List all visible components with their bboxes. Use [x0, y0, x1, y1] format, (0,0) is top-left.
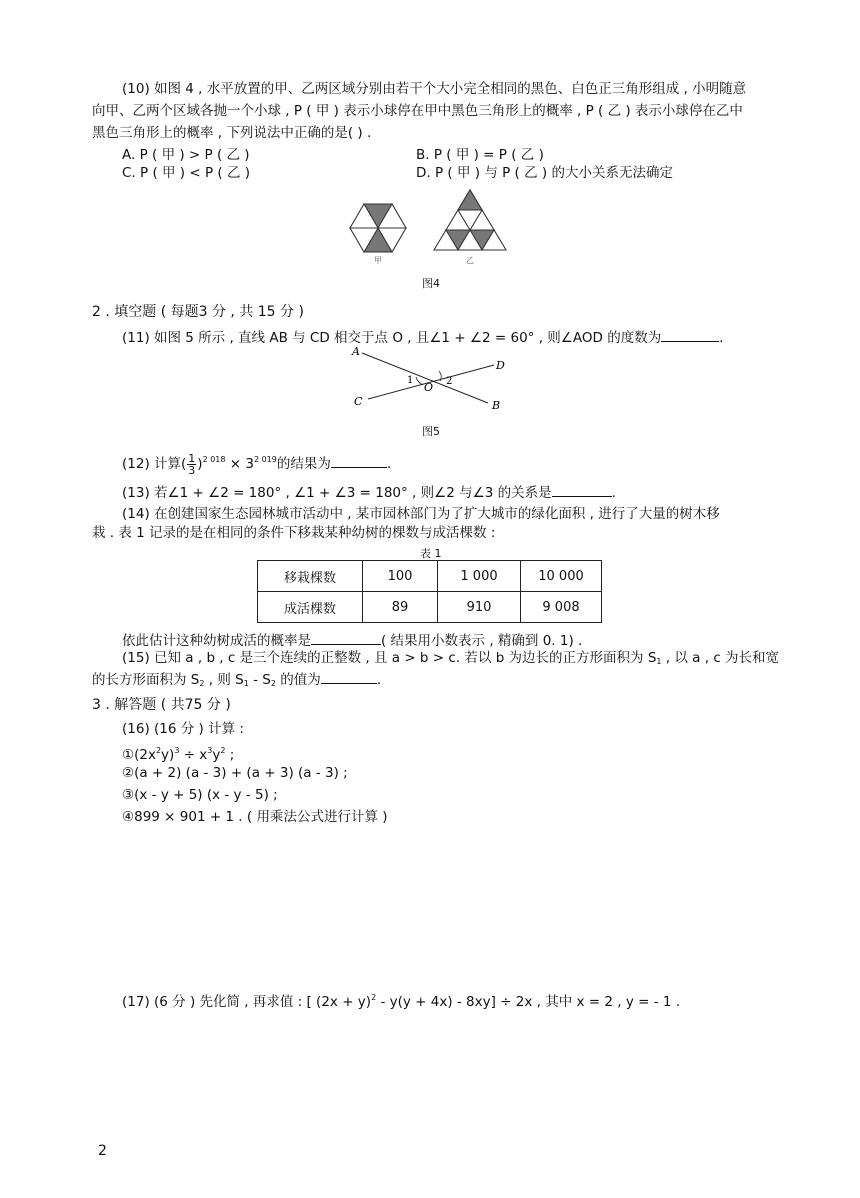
q13-text	[122, 483, 616, 502]
q13-end: .	[611, 485, 616, 501]
q15-line2-post: 的值为	[275, 672, 321, 688]
q14-after-pre: 依此估计这种幼树成活的概率是	[122, 633, 311, 649]
q11-end: .	[719, 330, 724, 346]
table-cell: 100	[363, 561, 438, 592]
label-angle-2: 2	[446, 376, 453, 387]
q14-after-post: ( 结果用小数表示 , 精确到 0. 1) .	[381, 633, 583, 649]
q16-item-3: ③(x - y + 5) (x - y - 5) ;	[122, 787, 278, 803]
q16-i1-e2: 3	[174, 746, 180, 755]
q15-sub3: 1	[243, 679, 249, 688]
q16-item-1	[122, 742, 234, 764]
q16-i1-pre: ①(2x	[122, 747, 156, 763]
q10-option-c: C. P ( 甲 ) < P ( 乙 )	[122, 165, 250, 181]
q17-text	[122, 989, 680, 1011]
q15-line2-mid: , 则 S	[204, 672, 244, 688]
table-row	[258, 592, 602, 623]
q10-option-d: D. P ( 甲 ) 与 P ( 乙 ) 的大小关系无法确定	[416, 165, 673, 181]
q15-line2	[92, 670, 381, 693]
figure-4-caption: 图4	[422, 277, 440, 290]
label-B: B	[492, 399, 501, 412]
figure-4	[340, 188, 520, 268]
q10-option-b: B. P ( 甲 ) = P ( 乙 )	[416, 147, 544, 163]
triangle-yi	[434, 190, 506, 250]
label-C: C	[354, 395, 363, 408]
q15-line2-pre: 的长方形面积为 S	[92, 672, 200, 688]
q12-exponent-1: 2 018	[202, 455, 226, 464]
q10-line3: 黑色三角形上的概率 , 下列说法中正确的是( ) .	[92, 125, 372, 141]
q16-i1-e4: 2	[220, 746, 226, 755]
q17-exponent: 2	[371, 993, 377, 1002]
section-2-heading: 2 . 填空题 ( 每题3 分 , 共 15 分 )	[92, 304, 304, 320]
q16-i1-e1: 2	[155, 746, 162, 755]
q15-line1-pre: (15) 已知 a , b , c 是三个连续的正整数 , 且 a > b > c. 若以 b 为边长的正方形面积为 S	[122, 650, 657, 666]
q12-pre: (12) 计算(	[122, 456, 187, 472]
table-row	[258, 561, 602, 592]
q11-stem: (11) 如图 5 所示 , 直线 AB 与 CD 相交于点 O , 且∠1 + ∠2 = 60° , 则∠AOD 的度数为	[122, 330, 662, 346]
label-angle-1: 1	[407, 375, 414, 386]
q16-item-4: ④899 × 901 + 1 . ( 用乘法公式进行计算 )	[122, 809, 388, 825]
q15-line1-post: , 以 a , c 为长和宽	[661, 650, 780, 666]
q16-i1-post: ;	[225, 747, 235, 763]
q12-text	[122, 447, 391, 477]
q16-i1-mid: y)	[161, 747, 175, 763]
table-cell: 10 000	[521, 561, 602, 592]
table-cell: 9 008	[521, 592, 602, 623]
hexagon-jia	[350, 204, 406, 252]
label-A: A	[352, 345, 360, 358]
q17-pre: (17) (6 分 ) 先化简 , 再求值 : [ (2x + y)	[122, 994, 372, 1010]
fraction-denominator: 3	[188, 463, 196, 477]
table-cell: 移栽棵数	[258, 561, 363, 592]
q17-post: - y(y + 4x) - 8xy] ÷ 2x , 其中 x = 2 , y = - 1 .	[376, 994, 681, 1010]
table-1	[257, 560, 602, 623]
label-O: O	[424, 381, 434, 394]
q12-end: .	[386, 456, 392, 472]
q14-after	[122, 631, 582, 650]
q16-title: (16) (16 分 ) 计算 :	[122, 721, 244, 737]
q10-option-a: A. P ( 甲 ) > P ( 乙 )	[122, 147, 250, 163]
q12-exponent-2: 2 019	[253, 455, 277, 464]
q14-line1: (14) 在创建国家生态园林城市活动中 , 某市园林部门为了扩大城市的绿化面积 , 进行了大量的树木移	[122, 506, 720, 522]
fraction-one-third	[187, 453, 196, 476]
figure-5-caption: 图5	[422, 425, 440, 438]
q11-answer-blank[interactable]	[661, 328, 719, 342]
fraction-numerator: 1	[188, 451, 196, 465]
table-cell: 89	[363, 592, 438, 623]
q13-stem: (13) 若∠1 + ∠2 = 180° , ∠1 + ∠3 = 180° , 则∠2 与∠3 的关系是	[122, 485, 552, 501]
q15-answer-blank[interactable]	[321, 670, 377, 684]
q16-i1-mid2: ÷ x	[179, 747, 208, 763]
table-cell: 成活棵数	[258, 592, 363, 623]
q12-mid: × 3	[225, 456, 254, 472]
q15-sub1: 1	[656, 657, 662, 666]
q12-close-paren: )	[197, 456, 203, 472]
q16-i1-mid3: y	[212, 747, 221, 763]
q14-line2: 栽 . 表 1 记录的是在相同的条件下移栽某种幼树的棵数与成活棵数 :	[92, 525, 496, 541]
label-D: D	[496, 359, 505, 372]
q15-sub2: 2	[199, 679, 205, 688]
q15-end: .	[376, 672, 382, 688]
q10-line1: (10) 如图 4 , 水平放置的甲、乙两区域分别由若干个大小完全相同的黑色、白色正三角形组成 , 小明随意	[122, 81, 747, 97]
q12-answer-blank[interactable]	[331, 454, 387, 468]
q15-line2-mid2: - S	[248, 672, 271, 688]
table-1-title: 表 1	[420, 547, 442, 560]
label-jia: 甲	[374, 256, 382, 265]
q15-line1	[122, 649, 779, 671]
section-3-heading: 3 . 解答题 ( 共75 分 )	[92, 697, 231, 713]
q16-item-2: ②(a + 2) (a - 3) + (a + 3) (a - 3) ;	[122, 765, 348, 781]
q10-line2: 向甲、乙两个区域各抛一个小球 , P ( 甲 ) 表示小球停在甲中黑色三角形上的概率 , P ( 乙 ) 表示小球停在乙中	[92, 103, 743, 119]
label-yi: 乙	[466, 256, 474, 265]
q15-sub4: 2	[270, 679, 276, 688]
q16-i1-e3: 3	[207, 746, 213, 755]
table-cell: 1 000	[438, 561, 521, 592]
figure-5	[348, 343, 508, 413]
q14-answer-blank[interactable]	[311, 631, 381, 645]
q13-answer-blank[interactable]	[552, 483, 612, 497]
page-number: 2	[98, 1143, 107, 1159]
table-cell: 910	[438, 592, 521, 623]
q12-post: 的结果为	[276, 456, 331, 472]
